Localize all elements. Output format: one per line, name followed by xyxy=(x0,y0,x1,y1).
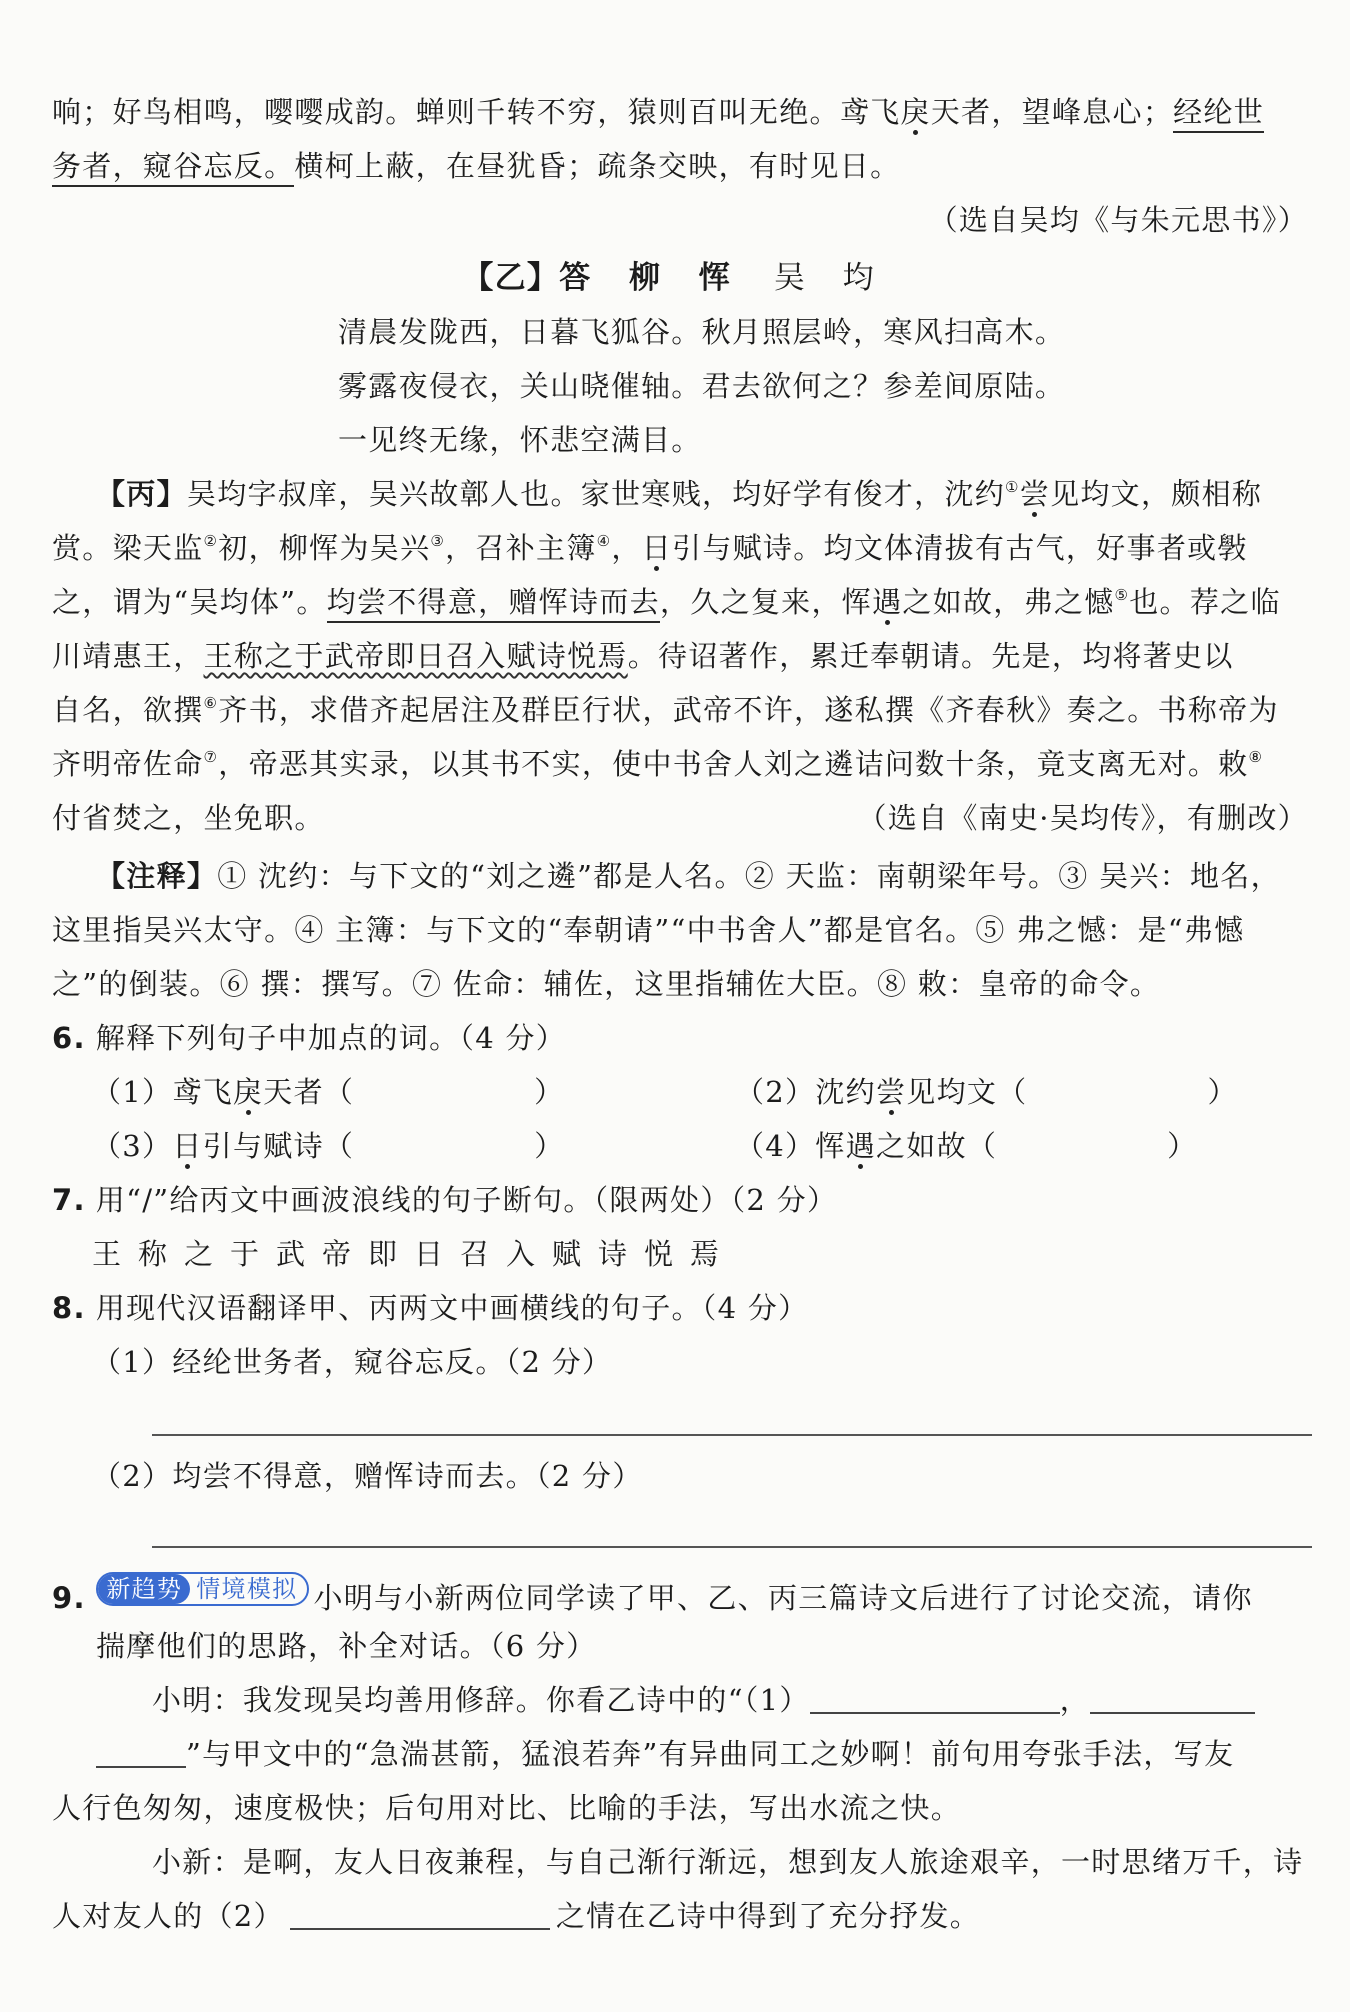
item-text: 之如故（ xyxy=(875,1129,998,1163)
wavy-underlined-sentence: 王称之于武帝即日召入赋诗悦焉 xyxy=(203,639,628,673)
dotted-word: 遇 xyxy=(845,1129,876,1163)
notes-line-2: 这里指吴兴太守。④ 主簿：与下文的“奉朝请”“中书舍人”都是官名。⑤ 弗之憾：是“弗憾 xyxy=(52,913,1245,947)
jia-text: 鸢 xyxy=(839,95,871,129)
bing-text: 之如故，弗之憾 xyxy=(902,585,1115,619)
dotted-word: 遇 xyxy=(872,585,903,619)
answer-blank-1b[interactable] xyxy=(1090,1712,1255,1714)
poem-author: 吴 均 xyxy=(773,260,888,296)
question-number: 9. xyxy=(52,1581,86,1615)
bing-label: 【丙】 xyxy=(96,477,187,511)
bing-text: 。待诏著作，累迁奉朝请。先是，均将著史以 xyxy=(627,639,1234,673)
item-text: （1）鸢飞 xyxy=(92,1075,233,1109)
dialogue-text: ”与甲文中的“急湍甚箭，猛浪若奔”有异曲同工之妙啊！前句用夸张手法，写友 xyxy=(186,1737,1235,1771)
item-text: （4）恽 xyxy=(735,1129,846,1163)
q9-stem-2: 揣摩他们的思路，补全对话。（6 分） xyxy=(96,1629,597,1663)
q7-sentence[interactable]: 王称之于武帝即日召入赋诗悦焉 xyxy=(92,1237,737,1271)
footnote-mark: ④ xyxy=(596,532,612,550)
bing-text: 见均文，颇相称 xyxy=(1050,477,1263,511)
question-number: 7. xyxy=(52,1183,86,1217)
bing-line-1 xyxy=(96,474,1262,514)
bing-text: 吴均字叔庠，吴兴故鄣人也。家世寒贱，均好学有俊才，沈约 xyxy=(186,477,1006,511)
jia-text: 横柯上蔽，在昼犹昏；疏条交映，有时见日。 xyxy=(294,149,901,183)
footnote-mark: ② xyxy=(203,532,219,550)
jia-text: 飞 xyxy=(870,95,901,129)
notes-text: ① 沈约：与下文的“刘之遴”都是人名。② 天监：南朝梁年号。③ 吴兴：地名， xyxy=(217,859,1281,893)
yi-label: 【乙】 xyxy=(462,260,560,296)
dotted-word: 戾 xyxy=(900,95,931,129)
underlined-sentence: 务者，窥谷忘反。 xyxy=(52,149,294,187)
underlined-sentence: 经纶世 xyxy=(1173,95,1264,133)
footnote-mark: ⑧ xyxy=(1248,748,1264,766)
poem-line-3: 一见终无缘，怀悲空满目。 xyxy=(338,423,702,457)
bing-line-7: 付省焚之，坐免职。 xyxy=(52,801,325,835)
item-text: ） xyxy=(534,1129,565,1163)
question-text: 用“/”给丙文中画波浪线的句子断句。（限两处）（2 分） xyxy=(95,1183,838,1217)
q9-xin-1: 小新：是啊，友人日夜兼程，与自己渐行渐远，想到友人旅途艰辛，一时思绪万千，诗 xyxy=(152,1845,1304,1879)
dotted-word: 日 xyxy=(172,1129,203,1163)
bing-source: （选自《南史·吴均传》，有删改） xyxy=(857,801,1308,835)
q9-ming-2 xyxy=(96,1734,1234,1774)
dialogue-text: 人对友人的（2） xyxy=(52,1899,284,1933)
item-text: ） xyxy=(534,1075,565,1109)
bing-text: 川靖惠王， xyxy=(52,639,204,673)
poem-line-2: 雾露夜侵衣，关山晓催轴。君去欲何之？参差间原陆。 xyxy=(338,369,1066,403)
bing-text: 引与赋诗。均文体清拔有古气，好事者或斅 xyxy=(672,531,1248,565)
item-text: ） xyxy=(1167,1129,1198,1163)
answer-line[interactable] xyxy=(152,1546,1312,1548)
footnote-mark: ⑦ xyxy=(203,748,219,766)
notes-label: 【注释】 xyxy=(96,859,218,893)
bing-line-5 xyxy=(52,690,1279,730)
notes-line-1 xyxy=(96,856,1281,896)
bing-text: ，帝恶其实录，以其书不实，使中书舍人刘之遴诘问数十条，竟支离无对。敕 xyxy=(218,747,1249,781)
answer-line[interactable] xyxy=(152,1434,1312,1436)
footnote-mark: ⑥ xyxy=(203,694,219,712)
question-text: 解释下列句子中加点的词。（4 分） xyxy=(95,1021,567,1055)
q9-ming-1 xyxy=(152,1680,1255,1720)
item-text: ） xyxy=(1207,1075,1238,1109)
footnote-mark: ③ xyxy=(430,532,446,550)
question-text: 用现代汉语翻译甲、丙两文中画横线的句子。（4 分） xyxy=(95,1291,809,1325)
jia-line-2 xyxy=(52,146,900,186)
poem-title: 答 柳 恽 xyxy=(559,260,744,296)
badge-new-trend: 新趋势 xyxy=(98,1574,190,1604)
q6-item-4 xyxy=(735,1126,1197,1166)
answer-blank-2[interactable] xyxy=(290,1928,550,1930)
footnote-mark: ① xyxy=(1005,478,1020,496)
dialogue-text: ， xyxy=(1059,1683,1090,1717)
q9-ming-3: 人行色匆匆，速度极快；后句用对比、比喻的手法，写出水流之快。 xyxy=(52,1791,962,1825)
item-text: （3） xyxy=(92,1129,173,1163)
jia-text: 响；好鸟相鸣，嘤嘤成韵。蝉则千转不穷，猿则百叫无绝。 xyxy=(52,95,840,129)
q6-item-3 xyxy=(92,1126,565,1166)
q6-item-1 xyxy=(92,1072,564,1112)
bing-line-4 xyxy=(52,636,1234,676)
bing-line-3 xyxy=(52,582,1281,622)
underlined-sentence: 均尝不得意，赠恽诗而去 xyxy=(327,585,660,623)
dialogue-text: 之情在乙诗中得到了充分抒发。 xyxy=(555,1899,981,1933)
q6-item-2 xyxy=(735,1072,1238,1112)
item-text: 见均文（ xyxy=(906,1075,1028,1109)
jia-source: （选自吴均《与朱元思书》） xyxy=(928,203,1308,237)
q9-stem-1 xyxy=(52,1572,1253,1618)
bing-text: ， xyxy=(611,531,642,565)
dotted-word: 尝 xyxy=(875,1075,907,1109)
jia-line-1 xyxy=(52,92,1264,132)
dialogue-text: 小明：我发现吴均善用修辞。你看乙诗中的“（1） xyxy=(152,1683,810,1717)
bing-text: 赏。梁天监 xyxy=(52,531,204,565)
question-number: 8. xyxy=(52,1291,86,1325)
yi-title-line xyxy=(0,258,1350,298)
jia-text: 天者，望峰息心； xyxy=(930,95,1174,129)
bing-line-6 xyxy=(52,744,1263,784)
badge-scenario: 情境模拟 xyxy=(196,1575,298,1603)
item-text: 天者（ xyxy=(263,1075,355,1109)
poem-line-1: 清晨发陇西，日暮飞狐谷。秋月照层岭，寒风扫高木。 xyxy=(338,315,1066,349)
bing-text: ，久之复来，恽 xyxy=(659,585,873,619)
q9-xin-2 xyxy=(52,1896,980,1936)
bing-text: 齐书，求借齐起居注及群臣行状，武帝不许，遂私撰《齐春秋》奏之。书称帝为 xyxy=(218,693,1279,727)
q8-part-1: （1）经纶世务者，窥谷忘反。（2 分） xyxy=(92,1345,613,1379)
dotted-word: 尝 xyxy=(1019,477,1051,511)
question-number: 6. xyxy=(52,1021,86,1055)
q8-part-2: （2）均尝不得意，赠恽诗而去。（2 分） xyxy=(92,1459,643,1493)
answer-blank-1a[interactable] xyxy=(810,1712,1060,1714)
item-text: （2）沈约 xyxy=(735,1075,876,1109)
bing-text: ，召补主簿 xyxy=(445,531,597,565)
bing-line-2 xyxy=(52,528,1248,568)
dotted-word: 戾 xyxy=(232,1075,264,1109)
bing-text: 也。荐之临 xyxy=(1129,585,1281,619)
q6-stem xyxy=(52,1018,566,1058)
q7-stem xyxy=(52,1180,837,1220)
footnote-mark: ⑤ xyxy=(1114,586,1130,604)
answer-blank-1c[interactable] xyxy=(96,1766,186,1768)
bing-text: 初，柳恽为吴兴 xyxy=(218,531,431,565)
bing-text: 自名，欲撰 xyxy=(52,693,204,727)
q8-stem xyxy=(52,1288,808,1328)
dotted-word: 日 xyxy=(641,531,673,565)
bing-text: 之，谓为“吴均体”。 xyxy=(52,585,327,619)
trend-badge xyxy=(96,1572,309,1606)
notes-line-3: 之”的倒装。⑥ 撰：撰写。⑦ 佐命：辅佐，这里指辅佐大臣。⑧ 敕：皇帝的命令。 xyxy=(52,967,1161,1001)
question-text: 小明与小新两位同学读了甲、乙、丙三篇诗文后进行了讨论交流，请你 xyxy=(313,1581,1253,1615)
bing-text: 齐明帝佐命 xyxy=(52,747,204,781)
item-text: 引与赋诗（ xyxy=(202,1129,355,1163)
